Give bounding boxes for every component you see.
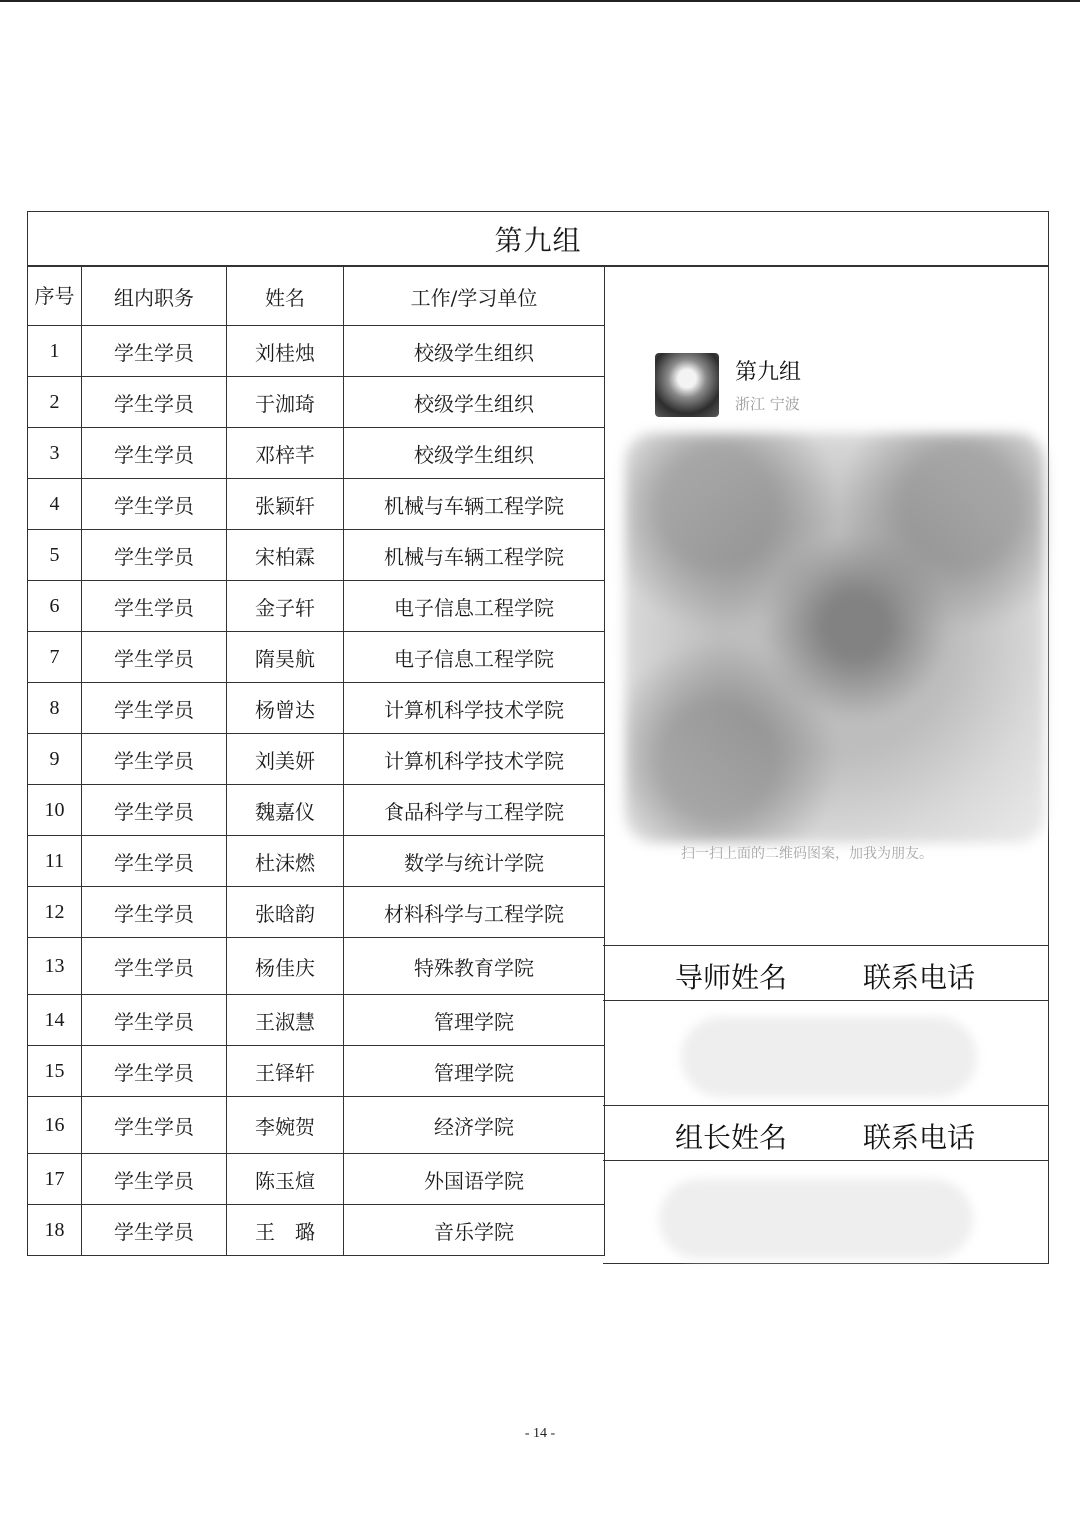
cell-role: 学生学员 <box>82 479 227 530</box>
qr-card-name: 第九组 <box>735 360 802 385</box>
roster-table <box>27 266 605 1256</box>
roster-body <box>28 326 605 1256</box>
table-row <box>28 785 605 836</box>
table-header-row <box>28 267 605 326</box>
cell-name: 杨佳庆 <box>227 938 344 995</box>
cell-role: 学生学员 <box>82 377 227 428</box>
cell-name: 李婉贺 <box>227 1097 344 1154</box>
cell-unit: 特殊教育学院 <box>344 938 605 995</box>
cell-name: 魏嘉仪 <box>227 785 344 836</box>
cell-name: 刘美妍 <box>227 734 344 785</box>
cell-name: 隋昊航 <box>227 632 344 683</box>
cell-role: 学生学员 <box>82 530 227 581</box>
cell-seq: 7 <box>28 632 82 683</box>
cell-seq: 17 <box>28 1154 82 1205</box>
cell-seq: 4 <box>28 479 82 530</box>
leader-name-label: 组长姓名 <box>675 1121 788 1154</box>
mentor-info-redacted <box>681 1017 977 1097</box>
leader-phone-label: 联系电话 <box>863 1121 976 1154</box>
cell-role: 学生学员 <box>82 995 227 1046</box>
cell-role: 学生学员 <box>82 1097 227 1154</box>
cell-role: 学生学员 <box>82 887 227 938</box>
cell-seq: 2 <box>28 377 82 428</box>
cell-unit: 外国语学院 <box>344 1154 605 1205</box>
top-edge-line <box>0 0 1080 2</box>
cell-name: 王 璐 <box>227 1205 344 1256</box>
cell-seq: 10 <box>28 785 82 836</box>
cell-seq: 14 <box>28 995 82 1046</box>
cell-seq: 13 <box>28 938 82 995</box>
cell-unit: 食品科学与工程学院 <box>344 785 605 836</box>
cell-role: 学生学员 <box>82 1046 227 1097</box>
qr-caption: 扫一扫上面的二维码图案，加我为朋友。 <box>681 846 933 862</box>
cell-seq: 8 <box>28 683 82 734</box>
cell-seq: 12 <box>28 887 82 938</box>
cell-role: 学生学员 <box>82 326 227 377</box>
cell-role: 学生学员 <box>82 734 227 785</box>
cell-seq: 9 <box>28 734 82 785</box>
cell-name: 王铎轩 <box>227 1046 344 1097</box>
cell-role: 学生学员 <box>82 1154 227 1205</box>
cell-role: 学生学员 <box>82 785 227 836</box>
header-name: 姓名 <box>227 267 344 326</box>
table-row <box>28 683 605 734</box>
cell-role: 学生学员 <box>82 581 227 632</box>
cell-seq: 18 <box>28 1205 82 1256</box>
cell-seq: 11 <box>28 836 82 887</box>
cell-name: 张晗韵 <box>227 887 344 938</box>
table-row <box>28 632 605 683</box>
header-unit: 工作/学习单位 <box>344 267 605 326</box>
cell-name: 陈玉煊 <box>227 1154 344 1205</box>
qr-code-blurred <box>625 433 1045 843</box>
cell-unit: 校级学生组织 <box>344 377 605 428</box>
table-row <box>28 326 605 377</box>
table-row <box>28 887 605 938</box>
cell-role: 学生学员 <box>82 428 227 479</box>
cell-seq: 15 <box>28 1046 82 1097</box>
cell-seq: 1 <box>28 326 82 377</box>
cell-role: 学生学员 <box>82 938 227 995</box>
cell-unit: 电子信息工程学院 <box>344 581 605 632</box>
table-row <box>28 1205 605 1256</box>
cell-unit: 数学与统计学院 <box>344 836 605 887</box>
table-row <box>28 1046 605 1097</box>
table-row <box>28 377 605 428</box>
table-row <box>28 479 605 530</box>
cell-name: 邓梓芊 <box>227 428 344 479</box>
cell-unit: 机械与车辆工程学院 <box>344 479 605 530</box>
cell-role: 学生学员 <box>82 1205 227 1256</box>
cell-seq: 16 <box>28 1097 82 1154</box>
table-row <box>28 734 605 785</box>
cell-name: 宋柏霖 <box>227 530 344 581</box>
table-row <box>28 1097 605 1154</box>
table-row <box>28 938 605 995</box>
header-role: 组内职务 <box>82 267 227 326</box>
cell-unit: 管理学院 <box>344 1046 605 1097</box>
table-row <box>28 995 605 1046</box>
cell-unit: 校级学生组织 <box>344 428 605 479</box>
qr-card-region: 浙江 宁波 <box>735 395 800 413</box>
mentor-name-label: 导师姓名 <box>675 961 788 994</box>
cell-name: 金子轩 <box>227 581 344 632</box>
cell-role: 学生学员 <box>82 683 227 734</box>
table-row <box>28 836 605 887</box>
table-row <box>28 581 605 632</box>
mentor-header-row <box>603 945 1049 1001</box>
group-title: 第九组 <box>27 211 1049 266</box>
cell-unit: 计算机科学技术学院 <box>344 683 605 734</box>
cell-unit: 电子信息工程学院 <box>344 632 605 683</box>
avatar <box>655 353 719 417</box>
table-row <box>28 530 605 581</box>
mentor-phone-label: 联系电话 <box>863 961 976 994</box>
cell-name: 杜沫燃 <box>227 836 344 887</box>
cell-seq: 5 <box>28 530 82 581</box>
leader-info-redacted <box>659 1179 973 1259</box>
cell-role: 学生学员 <box>82 836 227 887</box>
header-seq: 序号 <box>28 267 82 326</box>
table-row <box>28 1154 605 1205</box>
page-number: - 14 - <box>524 1426 556 1441</box>
cell-unit: 机械与车辆工程学院 <box>344 530 605 581</box>
table-row <box>28 428 605 479</box>
cell-unit: 计算机科学技术学院 <box>344 734 605 785</box>
cell-name: 于泇琦 <box>227 377 344 428</box>
cell-unit: 管理学院 <box>344 995 605 1046</box>
cell-seq: 6 <box>28 581 82 632</box>
cell-unit: 经济学院 <box>344 1097 605 1154</box>
cell-seq: 3 <box>28 428 82 479</box>
cell-name: 刘桂烛 <box>227 326 344 377</box>
cell-name: 王淑慧 <box>227 995 344 1046</box>
leader-header-row <box>603 1105 1049 1161</box>
cell-name: 张颖轩 <box>227 479 344 530</box>
cell-role: 学生学员 <box>82 632 227 683</box>
contact-panel <box>603 266 1049 1264</box>
cell-unit: 音乐学院 <box>344 1205 605 1256</box>
cell-unit: 材料科学与工程学院 <box>344 887 605 938</box>
cell-name: 杨曾达 <box>227 683 344 734</box>
cell-unit: 校级学生组织 <box>344 326 605 377</box>
qr-card <box>603 267 1049 945</box>
